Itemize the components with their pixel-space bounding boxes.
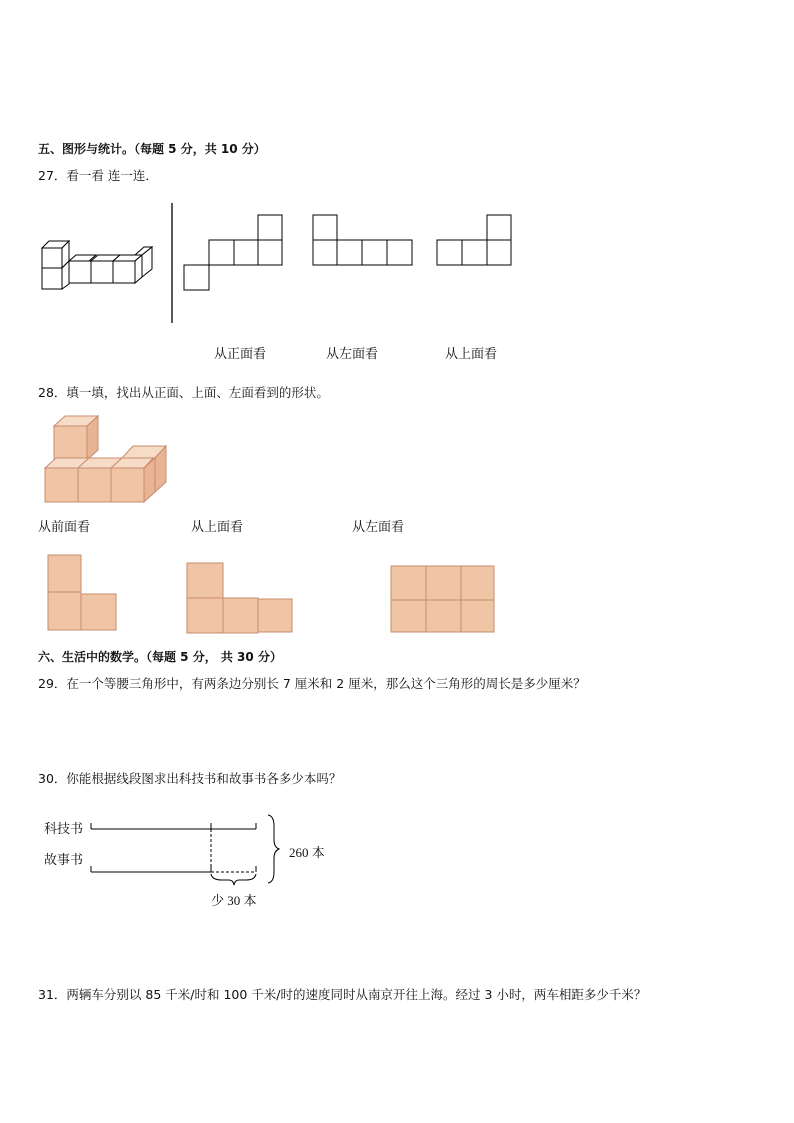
section-6-title: 六、生活中的数学。（每题 5 分， 共 30 分） [38, 650, 282, 664]
q28-label-top: 从上面看 [191, 520, 244, 535]
q28-3d-cubes [42, 412, 172, 507]
q28-left-view-shape [390, 565, 498, 635]
q30-difference-label: 少 30 本 [211, 893, 257, 908]
section-5-title: 五、图形与统计。（每题 5 分，共 10 分） [38, 142, 266, 156]
q30-label-story-books: 故事书 [44, 852, 84, 867]
q27-3d-cubes [40, 238, 155, 294]
question-28-text: 28．填一填，找出从正面、上面、左面看到的形状。 [38, 385, 329, 400]
q30-label-science-books: 科技书 [44, 821, 84, 836]
question-29-text: 29．在一个等腰三角形中，有两条边分别长 7 厘米和 2 厘米，那么这个三角形的周长是多少厘米？ [38, 676, 586, 691]
q28-top-view-shape [186, 562, 296, 636]
question-30-text: 30．你能根据线段图求出科技书和故事书各多少本吗？ [38, 771, 342, 786]
question-31-text: 31．两辆车分别以 85 千米/时和 100 千米/时的速度同时从南京开往上海。经过 3 小时，两车相距多少千米？ [38, 987, 647, 1002]
q30-total-label: 260 本 [289, 845, 325, 860]
q27-view-shape-a [183, 214, 285, 292]
q27-label-left: 从左面看 [326, 347, 379, 362]
q27-label-top: 从上面看 [445, 347, 498, 362]
q27-divider [170, 203, 174, 323]
q30-segment-diagram [88, 812, 283, 892]
q28-front-view-shape [47, 554, 119, 634]
q27-view-shape-b [312, 214, 414, 267]
q28-label-front: 从前面看 [38, 520, 91, 535]
q27-label-front: 从正面看 [214, 347, 267, 362]
question-27-text: 27．看一看 连一连． [38, 168, 158, 183]
q28-label-left: 从左面看 [352, 520, 405, 535]
q27-view-shape-c [436, 214, 514, 267]
